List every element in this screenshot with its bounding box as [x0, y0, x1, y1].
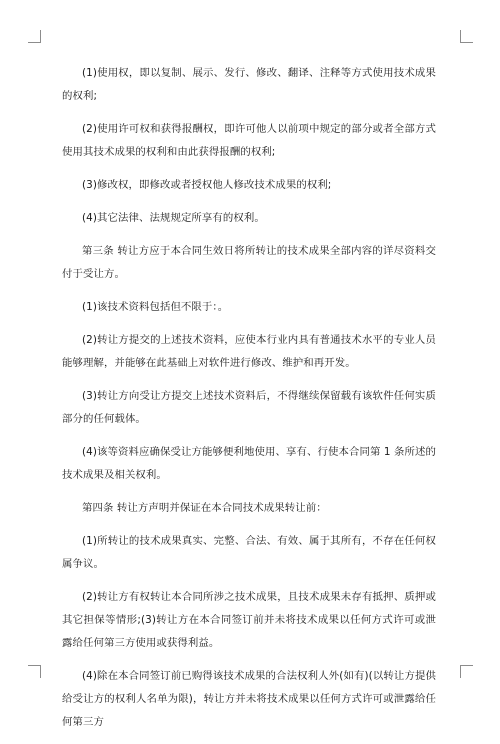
paragraph-article-4: 第四条 转让方声明并保证在本合同技术成果转让前：	[82, 502, 327, 514]
paragraph-article-3-item-3: (3)转让方向受让方提交上述技术资料后，不得继续保留载有该软件任何实质部分的任何载体。	[62, 390, 436, 425]
document-body	[62, 62, 436, 744]
paragraph-article-4-item-4: (4)除在本合同签订前已购得该技术成果的合法权利人外(如有)(以转让方提供给受让方的权利人名单为限)，转让方并未将技术成果以任何方式许可或泄露给任何第三方	[62, 670, 436, 728]
crop-mark-top-left	[28, 30, 41, 43]
paragraph-modification-right: (3)修改权，即修改或者授权他人修改技术成果的权利;	[82, 179, 332, 191]
crop-mark-top-right	[460, 30, 473, 43]
paragraph-article-3-item-1: (1)该技术资料包括但不限于：。	[82, 301, 229, 313]
crop-mark-bottom-right	[460, 665, 473, 678]
crop-mark-bottom-left	[28, 665, 41, 678]
paragraph-right-of-use: (1)使用权，即以复制、展示、发行、修改、翻译、注释等方式使用技术成果的权利;	[62, 67, 436, 102]
paragraph-article-3: 第三条 转让方应于本合同生效日将所转让的技术成果全部内容的详尽资料交付于受让方。	[62, 245, 436, 280]
paragraph-other-rights: (4)其它法律、法规规定所享有的权利。	[82, 212, 265, 224]
paragraph-article-4-item-1: (1)所转让的技术成果真实、完整、合法、有效、属于其所有，不存在任何权属争议。	[62, 535, 436, 570]
paragraph-article-3-item-4: (4)该等资料应确保受让方能够便利地使用、享有、行使本合同第 1 条所述的技术成果及相关权利。	[62, 446, 436, 481]
paragraph-article-4-item-2-3: (2)转让方有权转让本合同所涉之技术成果，且技术成果未存有抵押、质押或其它担保等情形;(3)转让方在本合同签订前并未将技术成果以任何方式许可或泄露给任何第三方使用或获得利益。	[62, 591, 436, 649]
paragraph-license-right: (2)使用许可权和获得报酬权，即许可他人以前项中规定的部分或者全部方式使用其技术成果的权利和由此获得报酬的权利;	[62, 123, 436, 158]
paragraph-article-3-item-2: (2)转让方提交的上述技术资料，应使本行业内具有普通技术水平的专业人员能够理解，并能够在此基础上对软件进行修改、维护和再开发。	[62, 334, 436, 369]
